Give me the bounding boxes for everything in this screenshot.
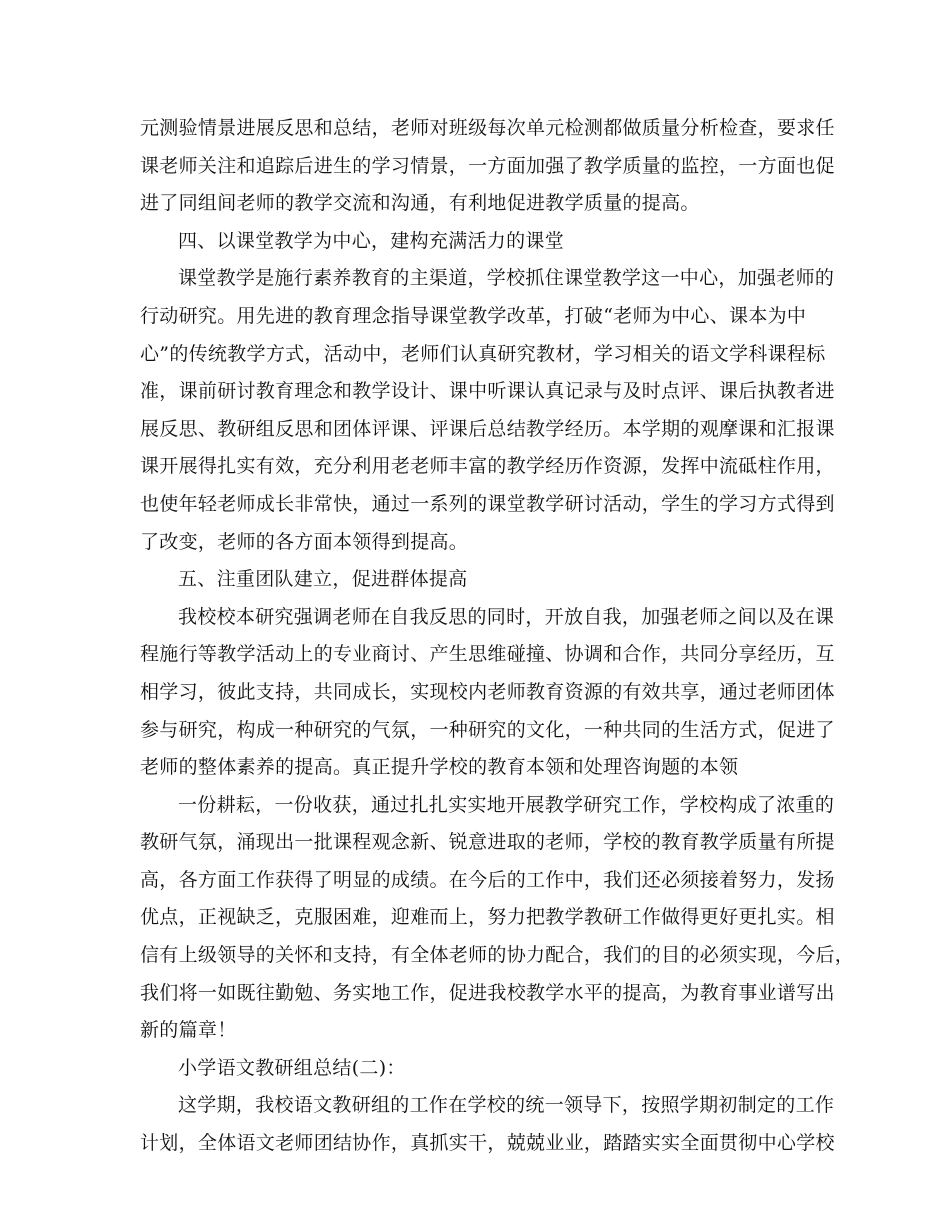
text-line: 心”的传统教学方式，活动中，老师们认真研究教材，学习相关的语文学科课程标 [140, 342, 826, 365]
text-line: 课老师关注和追踪后进生的学习情景，一方面加强了教学质量的监控，一方面也促 [140, 154, 835, 177]
text-line: 课开展得扎实有效，充分利用老老师丰富的教学经历作资源，发挥中流砥柱作用， [140, 455, 835, 478]
text-line: 展反思、教研组反思和团体评课、评课后总结教学经历。本学期的观摩课和汇报课 [140, 417, 835, 440]
text-line: 计划，全体语文老师团结协作，真抓实干，兢兢业业，踏踏实实全面贯彻中心学校 [140, 1132, 835, 1155]
text-line: 我们将一如既往勤勉、务实地工作，促进我校教学水平的提高，为教育事业谱写出 [140, 981, 835, 1004]
text-line: 优点，正视缺乏，克服困难，迎难而上，努力把教学教研工作做得更好更扎实。相 [140, 906, 835, 929]
text-line: 元测验情景进展反思和总结，老师对班级每次单元检测都做质量分析检查，要求任 [140, 117, 835, 139]
text-line: 教研气氛，涌现出一批课程观念新、锐意进取的老师，学校的教育教学质量有所提 [140, 831, 835, 854]
text-line: 程施行等教学活动上的专业商讨、产生思维碰撞、协调和合作，共同分享经历，互 [140, 643, 835, 666]
text-line: 这学期，我校语文教研组的工作在学校的统一领导下，按照学期初制定的工作 [178, 1094, 835, 1117]
text-line: 我校校本研究强调老师在自我反思的同时，开放自我，加强老师之间以及在课 [178, 605, 835, 628]
text-line: 小学语文教研组总结(二)： [178, 1056, 406, 1079]
text-line: 进了同组间老师的教学交流和沟通，有利地促进教学质量的提高。 [140, 192, 700, 215]
document-body [140, 110, 855, 1163]
text-line: 准，课前研讨教育理念和教学设计、课中听课认真记录与及时点评、课后执教者进 [140, 380, 835, 403]
text-line: 五、注重团队建立，促进群体提高 [178, 568, 468, 591]
text-line: 一份耕耘，一份收获，通过扎扎实实地开展教学研究工作，学校构成了浓重的 [178, 793, 835, 816]
text-line: 行动研究。用先进的教育理念指导课堂教学改革，打破“老师为中心、课本为中 [140, 304, 807, 327]
text-line: 课堂教学是施行素养教育的主渠道，学校抓住课堂教学这一中心，加强老师的 [178, 267, 835, 290]
text-line: 相学习，彼此支持，共同成长，实现校内老师教育资源的有效共享，通过老师团体 [140, 680, 835, 703]
text-line: 四、以课堂教学为中心，建构充满活力的课堂 [178, 229, 565, 252]
text-line: 也使年轻老师成长非常快，通过一系列的课堂教学研讨活动，学生的学习方式得到 [140, 492, 835, 515]
text-line: 信有上级领导的关怀和支持，有全体老师的协力配合，我们的目的必须实现，今后， [140, 944, 855, 967]
text-line: 新的篇章！ [140, 1019, 237, 1042]
text-line: 高，各方面工作获得了明显的成绩。在今后的工作中，我们还必须接着努力，发扬 [140, 868, 835, 891]
text-line: 参与研究，构成一种研究的气氛，一种研究的文化，一种共同的生活方式，促进了 [140, 718, 835, 741]
text-line: 了改变，老师的各方面本领得到提高。 [140, 530, 469, 553]
text-line: 老师的整体素养的提高。真正提升学校的教育本领和处理咨询题的本领 [140, 756, 739, 779]
